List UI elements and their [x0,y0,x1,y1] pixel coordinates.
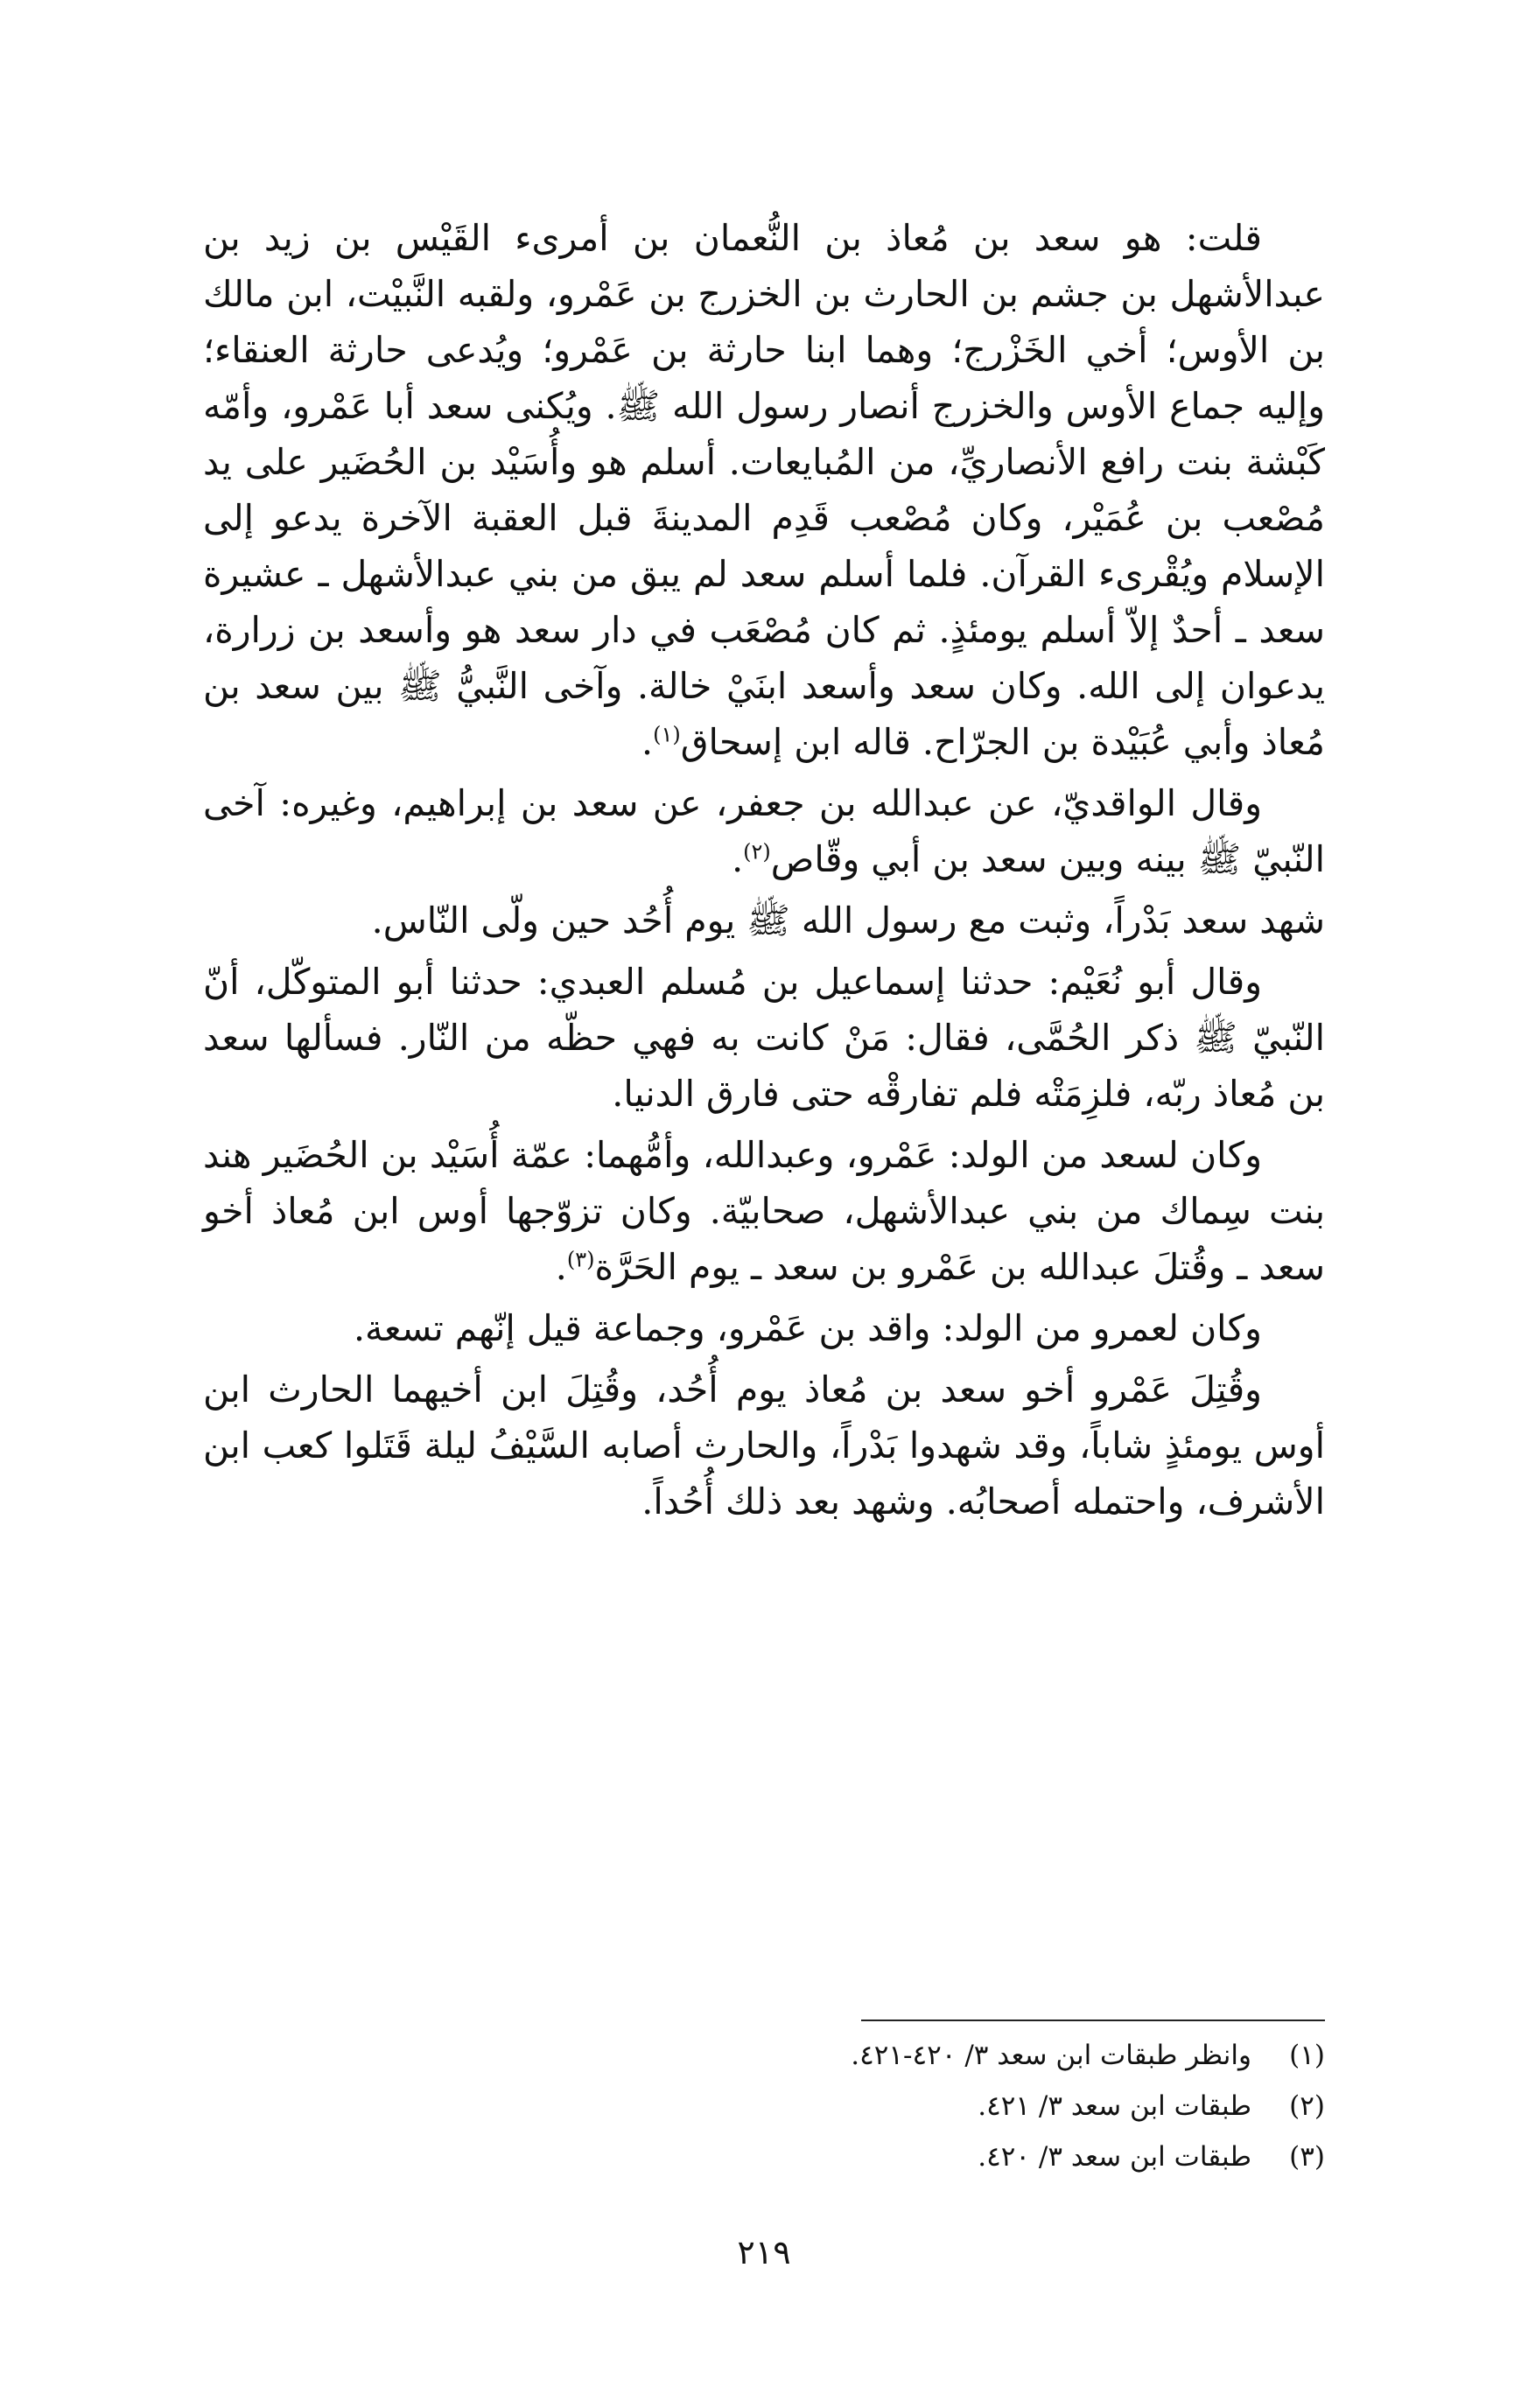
paragraph-2-end: . [732,838,744,880]
paragraph-1-end: . [641,721,654,763]
footnote-ref-3: (٣) [566,1247,595,1272]
paragraph-7: وقُتِلَ عَمْرو أخو سعد بن مُعاذ يوم أُحُد، وقُتِلَ ابن أخيهما الحارث ابن أوس يومئذٍ شاباً، وقد شهدوا بَدْراً، والحارث أصابه السَّيْفُ ليلة قَتَلوا كعب ابن الأشرف، واحتمله أصحابُه. وشهد بعد ذلك أُحُداً. [203,1368,1325,1522]
footnote-number: (٢) [1289,2090,1325,2122]
paragraph-4: وقال أبو نُعَيْم: حدثنا إسماعيل بن مُسلم العبدي: حدثنا أبو المتوكّل، أنّ النّبيّ ﷺ ذكر الحُمَّى، فقال: مَنْ كانت به فهي حظّه من النّار. فسألها سعد بن مُعاذ ربّه، فلزِمَتْه فلم تفارقْه حتى فارق الدنيا. [203,961,1325,1115]
footnote-number: (١) [1289,2040,1325,2071]
paragraph-6: وكان لعمرو من الولد: واقد بن عَمْرو، وجماعة قيل إنّهم تسعة. [353,1307,1262,1349]
main-text [203,210,1325,1535]
footnote-item [203,2030,1325,2081]
footnote-item [203,2132,1325,2182]
footnote-ref-2: (٢) [743,839,771,864]
footnote-text: وانظر طبقات ابن سعد ٣/ ٤٢٠-٤٢١. [851,2040,1251,2071]
paragraph-3: شهد سعد بَدْراً، وثبت مع رسول الله ﷺ يوم أُحُد حين ولّى النّاس. [371,900,1325,942]
footnotes [203,2030,1325,2182]
paragraph-5 [203,1127,1325,1295]
paragraph-2-text: وقال الواقديّ، عن عبدالله بن جعفر، عن سعد بن إبراهيم، وغيره: آخى النّبيّ ﷺ بينه وبين سعد بن أبي وقّاص [203,782,1325,880]
footnote-text: طبقات ابن سعد ٣/ ٤٢١. [978,2090,1251,2122]
footnote-ref-1: (١) [653,722,681,747]
footnote-number: (٣) [1289,2141,1325,2173]
footnote-divider [861,2020,1325,2021]
paragraph-5-text: وكان لسعد من الولد: عَمْرو، وعبدالله، وأمُّهما: عمّة أُسَيْد بن الحُضَير هند بنت سِماك من بني عبدالأشهل، صحابيّة. وكان تزوّجها أوس ابن مُعاذ أخو سعد ـ وقُتلَ عبدالله بن عَمْرو بن سعد ـ يوم الحَرَّة [203,1134,1325,1288]
paragraph-1-text: قلت: هو سعد بن مُعاذ بن النُّعمان بن أمرىء القَيْس بن زيد بن عبدالأشهل بن جشم بن الحارث بن الخزرج بن عَمْرو، ولقبه النَّبيْت، ابن مالك بن الأوس؛ أخي الخَزْرج؛ وهما ابنا حارثة بن عَمْرو؛ ويُدعى حارثة العنقاء؛ وإليه جماع الأوس والخزرج أنصار رسول الله ﷺ. ويُكنى سعد أبا عَمْرو، وأمّه كَبْشة بنت رافع الأنصاريِّ، من المُبايعات. أسلم هو وأُسَيْد بن الحُضَير على يد مُصْعب بن عُمَيْر، وكان مُصْعب قَدِم المدينةَ قبل العقبة الآخرة يدعو إلى الإسلام ويُقْرىء القرآن. فلما أسلم سعد لم يبق من بني عبدالأشهل ـ عشيرة سعد ـ أحدٌ إلاّ أسلم يومئذٍ. ثم كان مُصْعَب في دار سعد هو وأسعد بن زرارة، يدعوان إلى الله. وكان سعد وأسعد ابنَيْ خالة. وآخى النَّبيُّ ﷺ بين سعد بن مُعاذ وأبي عُبَيْدة بن الجرّاح. قاله ابن إسحاق [203,217,1325,763]
paragraph-5-end: . [555,1246,567,1288]
footnote-item [203,2081,1325,2132]
paragraph-2 [203,775,1325,887]
footnote-text: طبقات ابن سعد ٣/ ٤٢٠. [978,2141,1251,2173]
paragraph-1 [203,210,1325,770]
page-number: ٢١٩ [737,2233,791,2272]
